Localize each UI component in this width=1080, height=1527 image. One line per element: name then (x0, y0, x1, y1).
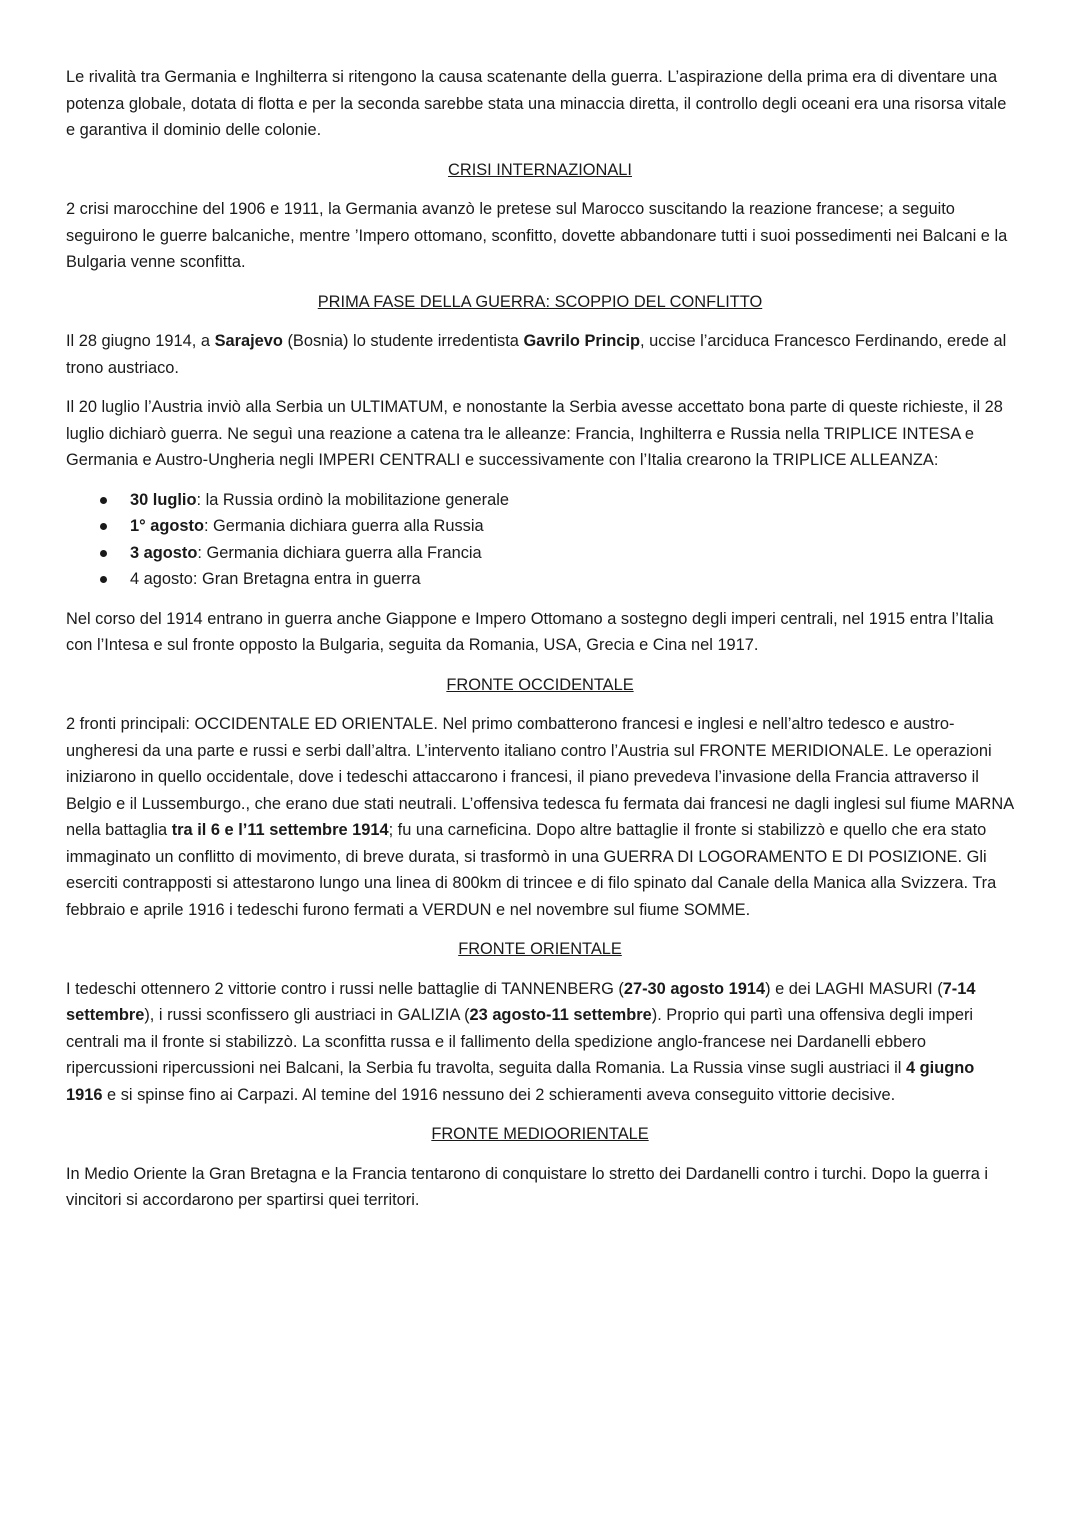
heading-prima-fase: PRIMA FASE DELLA GUERRA: SCOPPIO DEL CONFLITTO (317, 292, 763, 311)
bullet-date: 30 luglio (130, 490, 197, 509)
list-item (130, 513, 1014, 540)
bullet-text: : Germania dichiara guerra alla Russia (203, 517, 484, 535)
text-span: (Bosnia) lo studente irredentista (282, 332, 524, 350)
bullet-text: 4 agosto: Gran Bretagna entra in guerra (130, 570, 421, 588)
text-span: ) e dei LAGHI MASURI ( (765, 979, 943, 998)
bullet-icon (100, 523, 107, 530)
orientale-paragraph (66, 976, 1014, 1109)
bold-june-date: 4 giugno 1916 (66, 1059, 975, 1104)
mediorientale-paragraph: In Medio Oriente la Gran Bretagna e la Francia tentarono di conquistare lo stretto dei Dardanelli contro i turchi. Dopo la guerra i vincitori si accordarono per spartirsi quei territori. (66, 1164, 989, 1209)
heading-fronte-orientale: FRONTE ORIENTALE (458, 940, 622, 958)
text-span: I tedeschi ottennero 2 vittorie contro i russi nelle battaglie di TANNENBERG ( (66, 979, 624, 998)
sarajevo-paragraph (66, 328, 1014, 381)
text-span: 2 fronti principali: OCCIDENTALE ED ORIENTALE. Nel primo combatterono francesi e inglesi e nell’altro tedesco e austro-ungheresi da una parte e russi e serbi dall’altra. L’intervento italiano contro l’Austria sul FRONTE MERIDIONALE. Le operazioni iniziarono in quello occidentale, dove i tedeschi attaccarono i francesi, il piano prevedeva l’invasione della Francia attraverso il Belgio e il Lussemburgo., che erano due stati neutrali. L’offensiva tedesca fu fermata dai francesi ne dagli inglesi sul fiume MARNA nella battaglia (66, 715, 1014, 839)
intro-paragraph: Le rivalità tra Germania e Inghilterra si ritengono la causa scatenante della guerra. L’aspirazione della prima era di diventare una potenza globale, dotata di flotta e per la seconda sarebbe stata una minaccia diretta, il controllo degli oceani era una risorsa vitale e garantiva il dominio delle colonie. (66, 68, 1007, 139)
text-span: e si spinse fino ai Carpazi. Al temine del 1916 nessuno dei 2 schieramenti aveva conseguito vittorie decisive. (102, 1085, 896, 1104)
text-span: ). Proprio qui partì una offensiva degli imperi centrali ma il fronte si stabilizzò. La sconfitta russa e il fallimento della spedizione anglo-francese nei Dardanelli ebbero ripercussioni ripercussioni nei Balcani, la Serbia fu travolta, seguita dalla Romania. La Russia vinse sugli austriaci il (66, 1006, 974, 1077)
entries-paragraph: Nel corso del 1914 entrano in guerra anche Giappone e Impero Ottomano a sostegno degli imperi centrali, nel 1915 entra l’Italia con l’Intesa e sul fronte opposto la Bulgaria, seguita da Romania, USA, Grecia e Cina nel 1917. (66, 609, 994, 654)
bullet-date: 1° agosto (130, 517, 204, 535)
heading-crisi-internazionali: CRISI INTERNAZIONALI (448, 160, 632, 179)
text-span: ; fu una carneficina. Dopo altre battaglie il fronte si stabilizzò e quello che era stato immaginato un conflitto di movimento, di breve durata, si trasformò in una GUERRA DI LOGORAMENTO E DI POSIZIONE. Gli eserciti contrapposti si attestarono lungo una linea di 800km di trincee e di filo spinato dal Canale della Manica alla Svizzera. Tra febbraio e aprile 1916 i tedeschi furono fermati a VERDUN e nel novembre sul fiume SOMME. (66, 821, 997, 919)
timeline-list (66, 487, 1014, 593)
text-span: , uccise l’arciduca Francesco Ferdinando, erede al trono austriaco. (66, 332, 1007, 377)
list-item (130, 487, 1014, 514)
bold-tannenberg-date: 27-30 agosto 1914 (623, 979, 766, 998)
text-span: ), i russi sconfissero gli austriaci in GALIZIA ( (144, 1006, 470, 1024)
ultimatum-paragraph: Il 20 luglio l’Austria inviò alla Serbia un ULTIMATUM, e nonostante la Serbia avesse accettato bona parte di queste richieste, il 28 luglio dichiarò guerra. Ne seguì una reazione a catena tra le alleanze: Francia, Inghilterra e Russia nella TRIPLICE INTESA e Germania e Austro-Ungheria negli IMPERI CENTRALI e successivamente con l’Italia crearono la TRIPLICE ALLEANZA: (66, 398, 1003, 469)
occidentale-paragraph (66, 711, 1014, 923)
crisi-paragraph: 2 crisi marocchine del 1906 e 1911, la Germania avanzò le pretese sul Marocco suscitando la reazione francese; a seguito seguirono le guerre balcaniche, mentre ’Impero ottomano, sconfitto, dovette abbandonare tutti i suoi possedimenti nei Balcani e la Bulgaria venne sconfitta. (66, 200, 1008, 271)
text-span: Il 28 giugno 1914, a (66, 332, 215, 350)
bullet-date: 3 agosto (130, 543, 198, 562)
bold-sarajevo: Sarajevo (214, 332, 283, 350)
list-item (130, 540, 1014, 567)
bullet-text: : Germania dichiara guerra alla Francia (197, 543, 482, 562)
bold-marna-date: tra il 6 e l’11 settembre 1914 (171, 821, 389, 839)
bold-galizia-date: 23 agosto-11 settembre (469, 1006, 652, 1024)
list-item (130, 566, 1014, 593)
bold-princip: Gavrilo Princip (523, 332, 641, 350)
bullet-icon (100, 550, 107, 557)
bullet-text: : la Russia ordinò la mobilitazione generale (196, 490, 509, 509)
bold-masuri-date: 7-14 settembre (66, 979, 976, 1024)
bullet-icon (100, 497, 107, 504)
heading-fronte-mediorientale: FRONTE MEDIOORIENTALE (431, 1125, 649, 1143)
bullet-icon (100, 576, 107, 583)
heading-fronte-occidentale: FRONTE OCCIDENTALE (446, 675, 634, 694)
